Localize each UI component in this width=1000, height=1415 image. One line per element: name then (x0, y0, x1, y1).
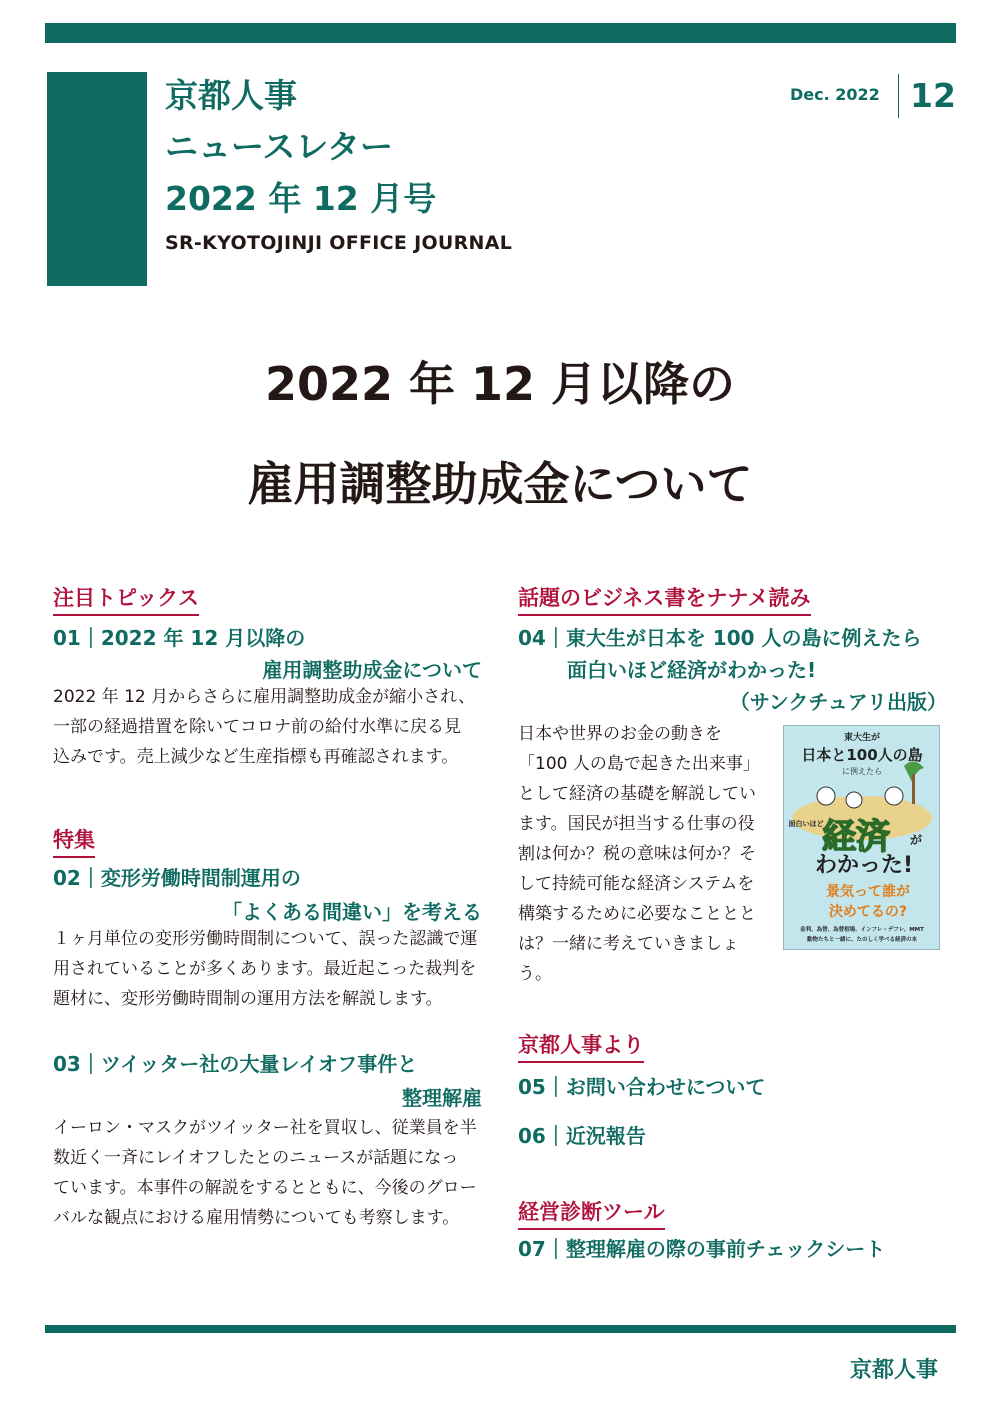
main-title-line1: 2022 年 12 月以降の (264, 357, 736, 411)
article-01-title[interactable]: 01｜2022 年 12 月以降の (53, 626, 306, 650)
text-line: バルな観点における雇用情勢についても考察します。 (53, 1208, 460, 1228)
article-05-title[interactable]: 05｜お問い合わせについて (518, 1075, 766, 1099)
text-line: 2022 年 12 月からさらに雇用調整助成金が縮小され、 (53, 687, 476, 707)
cover-catch-1: 景気って誰が (826, 884, 910, 900)
text-line: 題材に、変形労働時間制の運用方法を解説します。 (53, 989, 443, 1009)
article-04-title-cont[interactable]: 面白いほど経済がわかった! (567, 658, 817, 682)
article-02-title-cont[interactable]: 「よくある間違い」を考える (222, 900, 482, 924)
masthead-subtitle: SR-KYOTOJINJI OFFICE JOURNAL (165, 232, 513, 254)
cover-top-line: 東大生が (843, 733, 881, 743)
main-title-line2: 雇用調整助成金について (247, 457, 753, 511)
cover-catch-2: 決めてるの? (828, 904, 908, 920)
text-line: は？一緒に考えていきましょ (518, 934, 739, 954)
article-01-summary (53, 682, 493, 772)
cover-title-b: に例えたら (842, 767, 882, 776)
text-line: 「100 人の島で起きた出来事」 (518, 754, 760, 774)
masthead-title-2: ニュースレター (165, 127, 394, 166)
masthead-color-block (47, 72, 147, 286)
text-line: 割は何か？税の意味は何か？そ (518, 844, 756, 864)
cover-title-d: が (909, 833, 923, 847)
issue-divider (898, 74, 899, 118)
footer-office-name: 京都人事 (849, 1358, 938, 1383)
issue-number: 12 (910, 76, 956, 115)
bottom-bar (45, 1325, 956, 1333)
text-line: として経済の基礎を解説してい (518, 784, 756, 804)
top-bar (45, 23, 956, 43)
article-02-title[interactable]: 02｜変形労働時間制運用の (53, 866, 301, 890)
cover-small-a: 面白いほど (788, 820, 824, 828)
text-line: 込みです。売上減少など生産指標も再確認されます。 (53, 747, 459, 767)
article-01-title-cont[interactable]: 雇用調整助成金について (262, 658, 482, 682)
article-04-summary (518, 719, 780, 989)
text-line: ています。本事件の解説をするとともに、今後のグロー (53, 1178, 477, 1198)
book-cover-image[interactable] (783, 725, 940, 950)
masthead-issue: 2022 年 12 月号 (165, 179, 437, 218)
book-cover-art (784, 726, 939, 949)
cover-footer-1: 金利、為替、為替相場、インフレ・デフレ、MMT (800, 927, 924, 933)
section-heading-books: 話題のビジネス書をナナメ読み (518, 582, 811, 616)
article-04-publisher: （サンクチュアリ出版） (729, 690, 947, 714)
section-heading-office: 京都人事より (518, 1029, 644, 1063)
text-line: して持続可能な経済システムを (518, 874, 755, 894)
cover-title-e: わかった! (814, 853, 914, 878)
text-line: 一部の経過措置を除いてコロナ前の給付水準に戻る見 (53, 717, 461, 737)
article-07-title[interactable]: 07｜整理解雇の際の事前チェックシート (518, 1237, 886, 1261)
masthead-title-1: 京都人事 (165, 76, 297, 115)
text-line: イーロン・マスクがツイッター社を買収し、従業員を半 (53, 1118, 477, 1138)
article-04-title[interactable]: 04｜東大生が日本を 100 人の島に例えたら (518, 626, 922, 650)
cover-footer-2: 動物たちと一緒に、たのしく学べる経済の本 (806, 937, 918, 943)
section-heading-tools: 経営診断ツール (518, 1196, 665, 1230)
text-line: １ヶ月単位の変形労働時間制について、誤った認識で運 (53, 929, 478, 949)
article-02-summary (53, 924, 493, 1014)
text-line: 用されていることが多くあります。最近起こった裁判を (53, 959, 477, 979)
text-line: ます。国民が担当する仕事の役 (518, 814, 755, 834)
text-line: 構築するために必要なこととと (518, 904, 756, 924)
article-03-title[interactable]: 03｜ツイッター社の大量レイオフ事件と (53, 1052, 418, 1076)
text-line: 日本や世界のお金の動きを (518, 724, 722, 744)
section-heading-feature: 特集 (53, 824, 95, 858)
article-03-summary (53, 1113, 493, 1233)
cover-title-a: 日本と100人の島 (801, 746, 923, 764)
text-line: う。 (518, 964, 552, 984)
cover-title-c: 経済 (822, 817, 890, 857)
issue-date: Dec. 2022 (790, 85, 880, 104)
article-06-title[interactable]: 06｜近況報告 (518, 1124, 646, 1148)
section-heading-topics: 注目トピックス (53, 582, 199, 616)
text-line: 数近く一斉にレイオフしたとのニュースが話題になっ (53, 1148, 459, 1168)
article-03-title-cont[interactable]: 整理解雇 (402, 1086, 482, 1110)
